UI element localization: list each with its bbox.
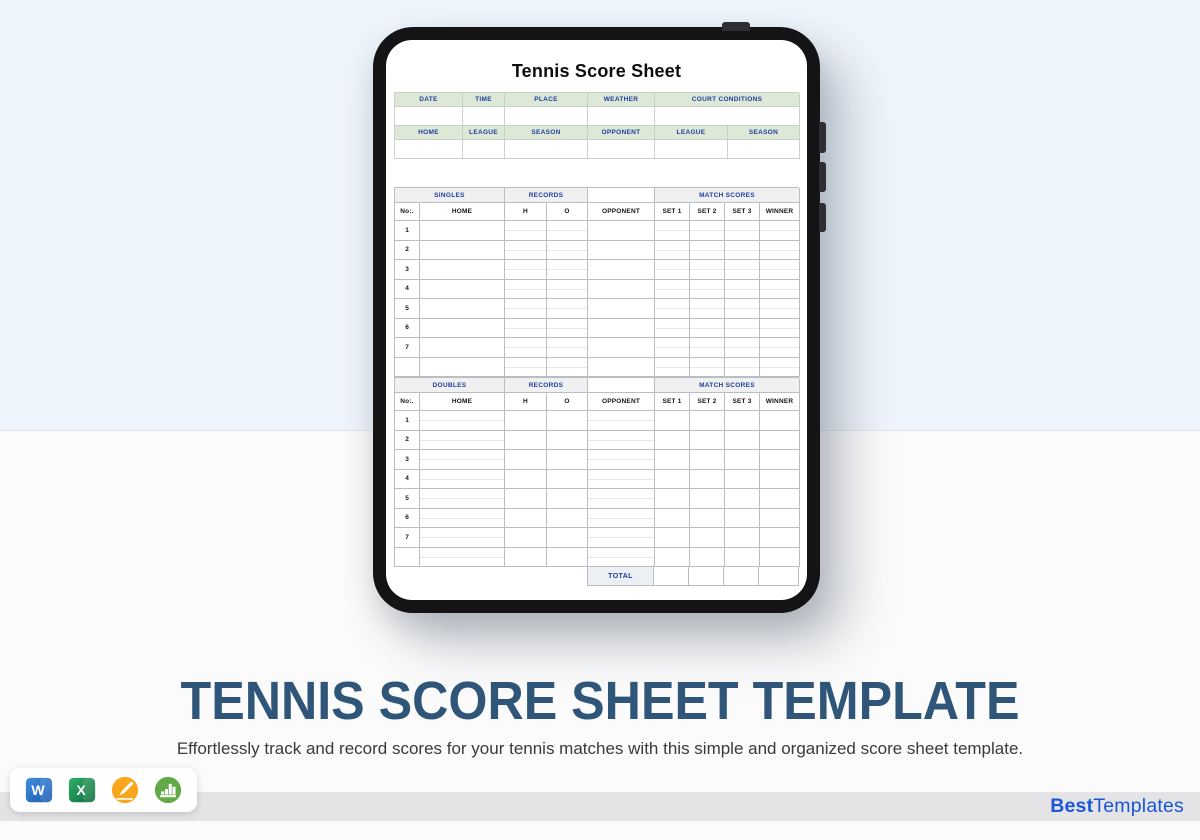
grid-cell <box>690 470 725 490</box>
grid-cell <box>547 260 588 280</box>
grid-cell <box>588 548 655 568</box>
grid-cell <box>725 221 760 241</box>
info-value-cell <box>588 140 655 159</box>
grid-cell <box>547 548 588 568</box>
tablet-volume-down-button <box>819 162 826 192</box>
grid-cell <box>655 280 690 300</box>
grid-cell <box>760 509 800 529</box>
grid-cell <box>760 338 800 358</box>
grid-cell <box>547 470 588 490</box>
info-value-cell <box>588 107 655 126</box>
column-header-cell: HOME <box>420 393 505 411</box>
grid-cell <box>420 241 505 261</box>
grid-cell <box>547 509 588 529</box>
info-value-cell <box>463 107 505 126</box>
row-number-cell: 1 <box>395 411 420 431</box>
grid-cell <box>655 221 690 241</box>
word-letter: W <box>31 782 45 799</box>
grid-cell <box>588 411 655 431</box>
grid-cell <box>760 548 800 568</box>
grid-cell <box>725 299 760 319</box>
besttemplates-logo[interactable] <box>1050 795 1184 818</box>
word-icon[interactable] <box>24 775 54 805</box>
grid-cell <box>690 338 725 358</box>
grid-cell <box>588 241 655 261</box>
row-number-cell: 5 <box>395 489 420 509</box>
score-sheet <box>394 60 799 586</box>
grid-cell <box>655 431 690 451</box>
info-value-cell <box>728 140 800 159</box>
row-number-cell: 5 <box>395 299 420 319</box>
grid-cell <box>760 411 800 431</box>
grid-cell <box>505 548 547 568</box>
row-number-cell: 3 <box>395 450 420 470</box>
row-number-cell: 2 <box>395 431 420 451</box>
doubles-table <box>394 377 799 567</box>
grid-cell <box>760 280 800 300</box>
grid-cell <box>547 489 588 509</box>
row-number-cell: 3 <box>395 260 420 280</box>
grid-cell <box>505 470 547 490</box>
row-number-cell: 4 <box>395 280 420 300</box>
grid-cell <box>690 509 725 529</box>
grid-cell <box>760 358 800 378</box>
group-blank-cell <box>588 378 655 393</box>
page-subtitle: Effortlessly track and record scores for your tennis matches with this simple and organized score sheet template. <box>176 739 1024 758</box>
column-header-cell: OPPONENT <box>588 203 655 221</box>
section-header: DOUBLES <box>395 378 505 393</box>
pages-icon[interactable] <box>110 775 140 805</box>
grid-cell <box>655 509 690 529</box>
row-number-cell: 1 <box>395 221 420 241</box>
grid-cell <box>725 431 760 451</box>
total-set2-cell <box>689 567 724 586</box>
row-number-cell: 6 <box>395 509 420 529</box>
grid-cell <box>420 450 505 470</box>
brand-bold: Best <box>1050 795 1094 817</box>
grid-cell <box>420 470 505 490</box>
grid-cell <box>655 489 690 509</box>
row-number-cell: 4 <box>395 470 420 490</box>
excel-icon[interactable] <box>67 775 97 805</box>
grid-cell <box>655 470 690 490</box>
grid-cell <box>760 319 800 339</box>
grid-cell <box>547 450 588 470</box>
grid-cell <box>690 299 725 319</box>
grid-cell <box>420 299 505 319</box>
grid-cell <box>655 299 690 319</box>
singles-table <box>394 187 799 377</box>
column-header-cell: H <box>505 203 547 221</box>
grid-cell <box>420 280 505 300</box>
grid-cell <box>547 338 588 358</box>
total-label-cell: TOTAL <box>587 567 654 586</box>
row-number-cell <box>395 548 420 568</box>
grid-cell <box>725 260 760 280</box>
total-row <box>394 567 799 586</box>
grid-cell <box>655 548 690 568</box>
column-header-cell: OPPONENT <box>588 393 655 411</box>
grid-cell <box>588 450 655 470</box>
records-header: RECORDS <box>505 188 588 203</box>
grid-cell <box>588 221 655 241</box>
grid-cell <box>547 221 588 241</box>
grid-cell <box>420 411 505 431</box>
grid-cell <box>505 450 547 470</box>
grid-cell <box>690 260 725 280</box>
column-header-cell: SET 3 <box>725 203 760 221</box>
grid-cell <box>725 528 760 548</box>
grid-cell <box>760 260 800 280</box>
grid-cell <box>725 489 760 509</box>
grid-cell <box>760 450 800 470</box>
column-header-cell: SET 3 <box>725 393 760 411</box>
grid-cell <box>505 358 547 378</box>
grid-cell <box>588 319 655 339</box>
column-header-cell: SET 2 <box>690 393 725 411</box>
tablet-volume-up-button <box>819 122 826 153</box>
info-header-cell: SEASON <box>505 126 588 140</box>
grid-cell <box>760 528 800 548</box>
grid-cell <box>725 450 760 470</box>
grid-cell <box>725 280 760 300</box>
grid-cell <box>547 319 588 339</box>
column-header-cell: SET 1 <box>655 393 690 411</box>
grid-cell <box>547 241 588 261</box>
grid-cell <box>588 528 655 548</box>
grid-cell <box>725 548 760 568</box>
row-number-cell <box>395 358 420 378</box>
grid-cell <box>655 450 690 470</box>
grid-cell <box>505 431 547 451</box>
grid-cell <box>505 221 547 241</box>
grid-cell <box>760 431 800 451</box>
section-header: SINGLES <box>395 188 505 203</box>
info-header-cell: PLACE <box>505 93 588 107</box>
grid-cell <box>690 280 725 300</box>
tablet-side-button <box>819 203 826 232</box>
grid-cell <box>760 470 800 490</box>
grid-cell <box>505 338 547 358</box>
grid-cell <box>690 221 725 241</box>
grid-cell <box>690 358 725 378</box>
grid-cell <box>547 299 588 319</box>
excel-letter: X <box>76 782 86 799</box>
match-info-table <box>394 92 799 159</box>
grid-cell <box>588 431 655 451</box>
grid-cell <box>655 338 690 358</box>
info-value-cell <box>395 140 463 159</box>
grid-cell <box>655 260 690 280</box>
caption-block <box>0 671 1200 759</box>
total-set3-cell <box>724 567 759 586</box>
page-title: TENNIS SCORE SHEET TEMPLATE <box>180 671 1020 731</box>
info-header-cell: LEAGUE <box>655 126 728 140</box>
grid-cell <box>655 319 690 339</box>
row-number-cell: 2 <box>395 241 420 261</box>
sheet-title: Tennis Score Sheet <box>511 61 682 81</box>
info-value-cell <box>655 140 728 159</box>
info-header-cell: COURT CONDITIONS <box>655 93 800 107</box>
grid-cell <box>725 509 760 529</box>
grid-cell <box>588 280 655 300</box>
grid-cell <box>655 528 690 548</box>
grid-cell <box>655 411 690 431</box>
grid-cell <box>588 489 655 509</box>
grid-cell <box>505 528 547 548</box>
grid-cell <box>655 241 690 261</box>
grid-cell <box>547 528 588 548</box>
grid-cell <box>690 450 725 470</box>
total-winner-cell <box>759 567 799 586</box>
grid-cell <box>420 509 505 529</box>
grid-cell <box>725 470 760 490</box>
tablet-power-button <box>722 22 750 31</box>
column-header-cell: WINNER <box>760 393 800 411</box>
grid-cell <box>760 241 800 261</box>
info-header-cell: DATE <box>395 93 463 107</box>
grid-cell <box>505 241 547 261</box>
match-scores-header: MATCH SCORES <box>655 188 800 203</box>
grid-cell <box>505 280 547 300</box>
grid-cell <box>725 319 760 339</box>
column-header-cell: WINNER <box>760 203 800 221</box>
column-header-cell: No:. <box>395 203 420 221</box>
grid-cell <box>547 431 588 451</box>
grid-cell <box>420 548 505 568</box>
grid-cell <box>588 509 655 529</box>
grid-cell <box>690 411 725 431</box>
info-value-cell <box>505 107 588 126</box>
grid-cell <box>505 299 547 319</box>
grid-cell <box>690 431 725 451</box>
column-header-cell: No:. <box>395 393 420 411</box>
grid-cell <box>588 358 655 378</box>
info-value-cell <box>505 140 588 159</box>
info-header-cell: LEAGUE <box>463 126 505 140</box>
total-spacer <box>394 567 587 586</box>
grid-cell <box>547 280 588 300</box>
grid-cell <box>420 260 505 280</box>
grid-cell <box>725 241 760 261</box>
tablet-mockup <box>373 27 820 613</box>
numbers-icon[interactable] <box>153 775 183 805</box>
info-value-cell <box>395 107 463 126</box>
grid-cell <box>420 358 505 378</box>
grid-cell <box>420 221 505 241</box>
grid-cell <box>505 509 547 529</box>
grid-cell <box>690 548 725 568</box>
grid-cell <box>547 411 588 431</box>
grid-cell <box>588 470 655 490</box>
info-value-cell <box>463 140 505 159</box>
grid-cell <box>588 338 655 358</box>
grid-cell <box>655 358 690 378</box>
brand-regular: Templates <box>1093 795 1184 817</box>
info-header-cell: HOME <box>395 126 463 140</box>
match-scores-header: MATCH SCORES <box>655 378 800 393</box>
file-format-badges <box>10 768 197 812</box>
grid-cell <box>690 241 725 261</box>
total-set1-cell <box>654 567 689 586</box>
grid-cell <box>420 319 505 339</box>
grid-cell <box>725 411 760 431</box>
grid-cell <box>420 338 505 358</box>
grid-cell <box>725 338 760 358</box>
grid-cell <box>690 528 725 548</box>
column-header-cell: HOME <box>420 203 505 221</box>
grid-cell <box>547 358 588 378</box>
tablet-screen <box>386 40 807 600</box>
grid-cell <box>588 260 655 280</box>
grid-cell <box>690 489 725 509</box>
grid-cell <box>760 299 800 319</box>
info-header-cell: SEASON <box>728 126 800 140</box>
group-blank-cell <box>588 188 655 203</box>
grid-cell <box>420 528 505 548</box>
grid-cell <box>760 221 800 241</box>
grid-cell <box>505 411 547 431</box>
column-header-cell: H <box>505 393 547 411</box>
column-header-cell: SET 1 <box>655 203 690 221</box>
grid-cell <box>420 489 505 509</box>
grid-cell <box>760 489 800 509</box>
column-header-cell: SET 2 <box>690 203 725 221</box>
column-header-cell: O <box>547 393 588 411</box>
grid-cell <box>505 489 547 509</box>
info-header-cell: OPPONENT <box>588 126 655 140</box>
records-header: RECORDS <box>505 378 588 393</box>
grid-cell <box>505 319 547 339</box>
row-number-cell: 6 <box>395 319 420 339</box>
grid-cell <box>505 260 547 280</box>
row-number-cell: 7 <box>395 528 420 548</box>
grid-cell <box>725 358 760 378</box>
info-value-cell <box>655 107 800 126</box>
grid-cell <box>690 319 725 339</box>
info-header-cell: TIME <box>463 93 505 107</box>
grid-cell <box>420 431 505 451</box>
info-header-cell: WEATHER <box>588 93 655 107</box>
column-header-cell: O <box>547 203 588 221</box>
grid-cell <box>588 299 655 319</box>
row-number-cell: 7 <box>395 338 420 358</box>
